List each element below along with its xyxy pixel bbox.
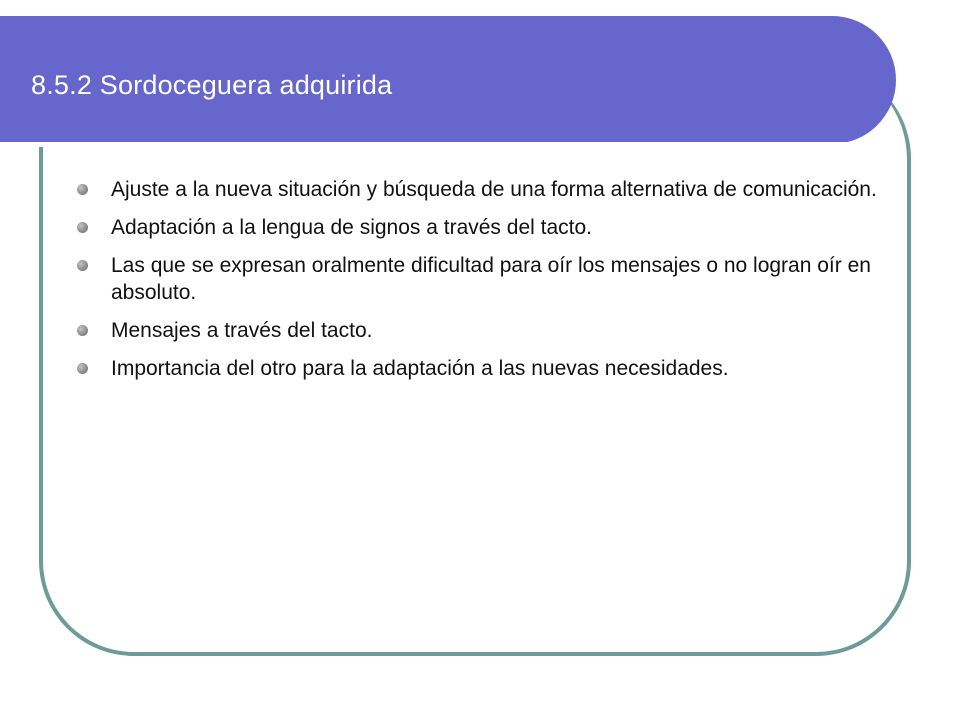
bullet-dot-icon (77, 184, 88, 195)
title-band (0, 16, 896, 144)
bullet-item (76, 252, 896, 306)
bullet-text: Adaptación a la lengua de signos a través del tacto. (111, 216, 592, 239)
bullet-item (76, 355, 896, 382)
bullet-text: Ajuste a la nueva situación y búsqueda de una forma alternativa de comunicación. (111, 178, 877, 201)
bullet-dot-icon (77, 363, 88, 374)
bullet-dot-icon (77, 260, 88, 271)
bullet-text: Importancia del otro para la adaptación a las nuevas necesidades. (111, 357, 729, 380)
bullet-item (76, 317, 896, 344)
bullet-item (76, 176, 896, 203)
bullet-list (76, 176, 896, 393)
bullet-item (76, 214, 896, 241)
bullet-dot-icon (77, 222, 88, 233)
slide-title: 8.5.2 Sordoceguera adquirida (31, 70, 393, 100)
bullet-text: Las que se expresan oralmente dificultad para oír los mensajes o no logran oír en absoluto. (111, 254, 871, 304)
bullet-text: Mensajes a través del tacto. (111, 319, 373, 342)
title-underline (0, 142, 848, 147)
bullet-dot-icon (77, 325, 88, 336)
